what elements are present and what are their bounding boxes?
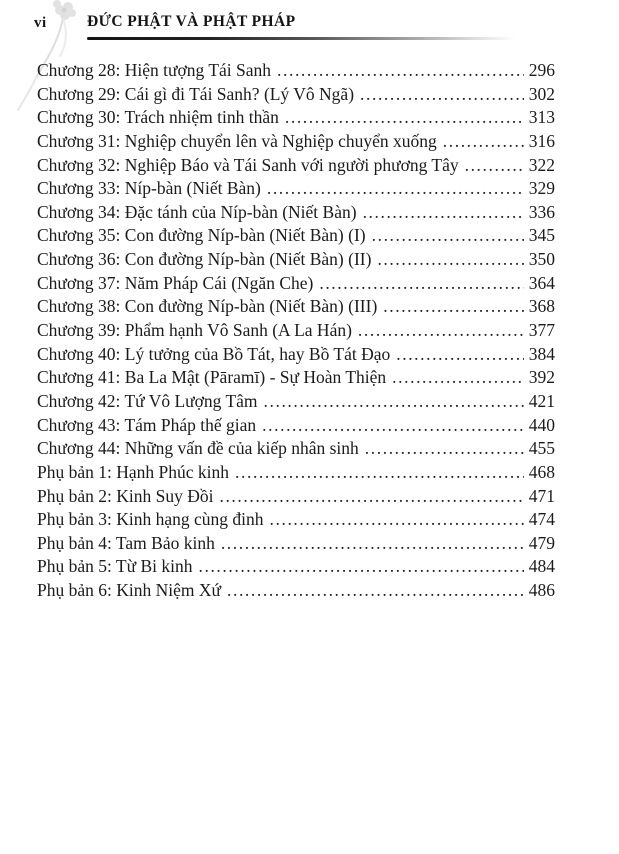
running-title: ĐỨC PHẬT VÀ PHẬT PHÁP <box>87 13 296 30</box>
dot-leader <box>262 414 524 438</box>
toc-entry <box>37 83 555 107</box>
toc-entry <box>37 461 555 485</box>
toc-entry-label: Chương 44: Những vấn đề của kiếp nhân sinh <box>37 438 359 459</box>
toc-entry <box>37 532 555 556</box>
toc-entry-page: 474 <box>528 509 555 530</box>
dot-leader <box>235 461 524 485</box>
toc-entry-label: Chương 34: Đặc tánh của Níp-bàn (Niết Bàn) <box>37 201 357 222</box>
toc-entry-page: 486 <box>528 580 555 601</box>
toc-entry-page: 296 <box>528 60 555 80</box>
dot-leader <box>443 130 524 154</box>
toc-entry <box>37 319 555 343</box>
toc-entry <box>37 485 555 509</box>
dot-leader <box>358 319 524 343</box>
toc-entry <box>37 437 555 461</box>
toc-entry-label: Chương 28: Hiện tượng Tái Sanh <box>37 60 272 80</box>
dot-leader <box>396 343 524 367</box>
header-rule <box>87 37 519 40</box>
toc-entry-label: Chương 31: Nghiệp chuyển lên và Nghiệp chuyển xuống <box>37 130 437 151</box>
dot-leader <box>277 59 524 83</box>
toc-entry-page: 484 <box>528 556 555 577</box>
toc-entry-label: Chương 43: Tám Pháp thế gian <box>37 414 257 435</box>
dot-leader <box>360 83 524 107</box>
toc-entry-label: Phụ bản 4: Tam Bảo kinh <box>37 532 215 553</box>
dot-leader <box>383 295 523 319</box>
toc-entry <box>37 248 555 272</box>
toc-entry-page: 364 <box>528 272 555 293</box>
toc-entry-page: 350 <box>528 249 555 270</box>
toc-entry <box>37 272 555 296</box>
toc-entry-label: Chương 40: Lý tưởng của Bồ Tát, hay Bồ Tát Đạo <box>37 343 391 364</box>
toc-entry <box>37 414 555 438</box>
toc-entry <box>37 390 555 414</box>
dot-leader <box>392 366 524 390</box>
dot-leader <box>465 154 524 178</box>
toc-entry-label: Chương 41: Ba La Mật (Pāramī) - Sự Hoàn Thiện <box>37 367 387 388</box>
toc-entry-page: 313 <box>528 107 555 128</box>
toc-entry-page: 322 <box>528 154 555 175</box>
toc-entry <box>37 59 555 83</box>
toc-entry-label: Chương 36: Con đường Níp-bàn (Niết Bàn) (II) <box>37 249 372 270</box>
dot-leader <box>372 224 524 248</box>
toc-entry-page: 316 <box>528 130 555 151</box>
toc-entry <box>37 508 555 532</box>
toc-entry-label: Phụ bản 2: Kinh Suy Đồi <box>37 485 214 506</box>
toc-entry-label: Chương 38: Con đường Níp-bàn (Niết Bàn) (III) <box>37 296 378 317</box>
toc-entry-page: 471 <box>528 485 555 506</box>
toc-entry <box>37 366 555 390</box>
toc-entry-label: Chương 29: Cái gì đi Tái Sanh? (Lý Vô Ngã) <box>37 83 355 104</box>
toc-entry <box>37 295 555 319</box>
toc-entry-page: 479 <box>528 532 555 553</box>
toc-entry <box>37 224 555 248</box>
toc-entry-label: Chương 30: Trách nhiệm tinh thần <box>37 107 279 128</box>
dot-leader <box>219 485 523 509</box>
dot-leader <box>267 177 524 201</box>
toc-entry <box>37 106 555 130</box>
toc-entry-page: 302 <box>528 83 555 104</box>
toc-entry-label: Phụ bản 3: Kinh hạng cùng đinh <box>37 509 264 530</box>
toc-entry <box>37 177 555 201</box>
dot-leader <box>270 508 524 532</box>
dot-leader <box>199 555 524 579</box>
toc-entry-label: Chương 42: Tứ Vô Lượng Tâm <box>37 390 258 411</box>
dot-leader <box>363 201 524 225</box>
toc-entry <box>37 343 555 367</box>
toc-entry-label: Phụ bản 6: Kinh Niệm Xứ <box>37 580 221 601</box>
toc-entry-page: 377 <box>528 320 555 341</box>
toc-entry-label: Phụ bản 1: Hạnh Phúc kinh <box>37 461 230 482</box>
page-folio: vi <box>34 15 47 31</box>
toc-entry-page: 329 <box>528 178 555 199</box>
toc-entry-page: 392 <box>528 367 555 388</box>
toc-entry <box>37 579 555 603</box>
toc-entry <box>37 130 555 154</box>
toc-entry-label: Chương 39: Phẩm hạnh Vô Sanh (A La Hán) <box>37 320 352 341</box>
dot-leader <box>227 579 524 603</box>
dot-leader <box>377 248 523 272</box>
dot-leader <box>319 272 523 296</box>
toc-entry-page: 345 <box>528 225 555 246</box>
toc-list <box>37 59 555 603</box>
toc-entry-page: 421 <box>528 390 555 411</box>
toc-entry <box>37 201 555 225</box>
toc-entry-label: Chương 32: Nghiệp Báo và Tái Sanh với người phương Tây <box>37 154 459 175</box>
toc-entry-label: Phụ bản 5: Từ Bi kinh <box>37 556 193 577</box>
toc-entry-page: 468 <box>528 461 555 482</box>
dot-leader <box>221 532 524 556</box>
toc-entry-page: 384 <box>528 343 555 364</box>
toc-entry <box>37 555 555 579</box>
dot-leader <box>285 106 524 130</box>
toc-entry-page: 440 <box>528 414 555 435</box>
toc-entry-page: 455 <box>528 438 555 459</box>
toc-entry-page: 368 <box>528 296 555 317</box>
toc-entry-page: 336 <box>528 201 555 222</box>
toc-entry-label: Chương 33: Níp-bàn (Niết Bàn) <box>37 178 261 199</box>
toc-entry-label: Chương 35: Con đường Níp-bàn (Niết Bàn) (I) <box>37 225 366 246</box>
dot-leader <box>365 437 524 461</box>
toc-entry <box>37 154 555 178</box>
toc-entry-label: Chương 37: Năm Pháp Cái (Ngăn Che) <box>37 272 314 293</box>
dot-leader <box>264 390 524 414</box>
